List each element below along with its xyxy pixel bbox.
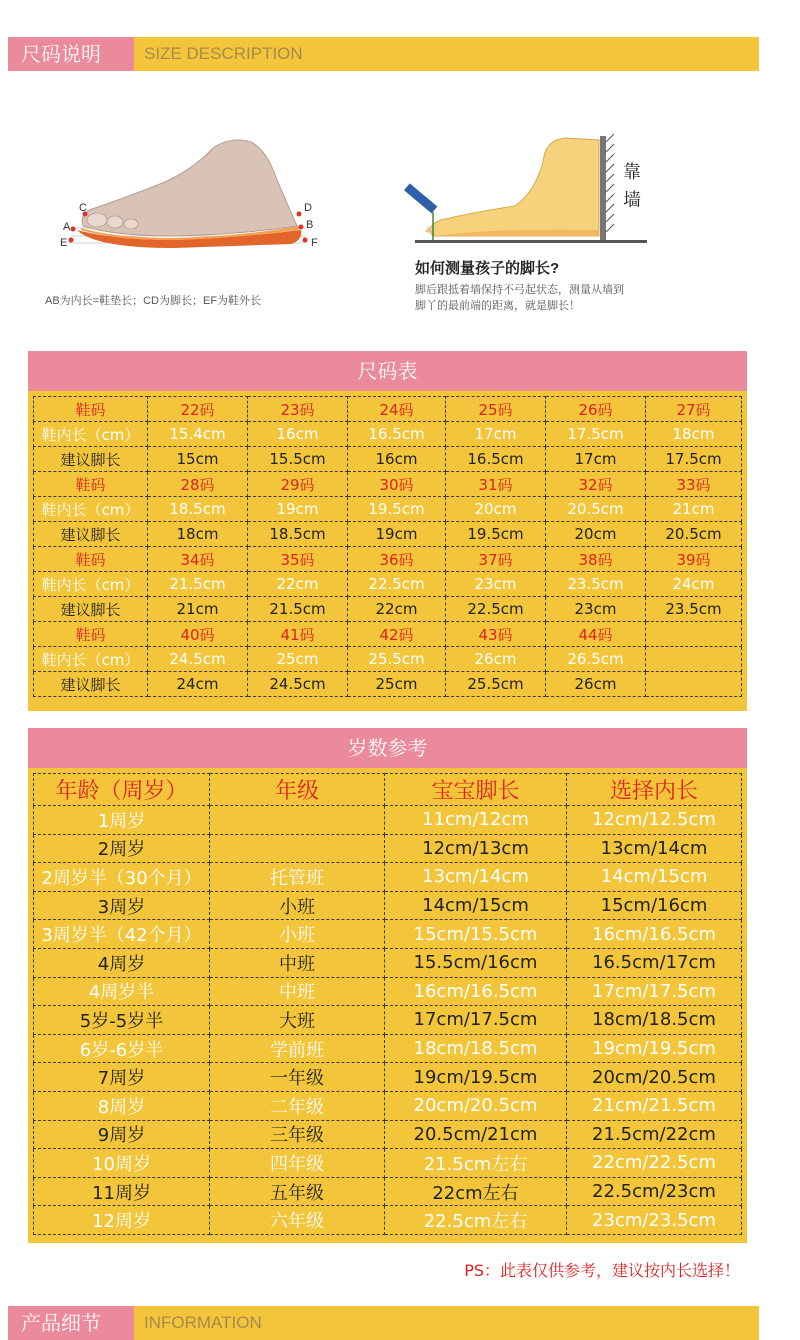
size-cell: 19.5cm xyxy=(446,522,546,547)
age-row xyxy=(34,1206,742,1235)
measure-caption-line-2: 脚丫的最前端的距离，就是脚长！ xyxy=(415,300,580,312)
size-cell: 27码 xyxy=(646,397,742,422)
row-label: 建议脚长 xyxy=(34,522,148,547)
size-cell: 16.5cm xyxy=(348,422,446,447)
age-cell: 22.5cm左右 xyxy=(385,1206,567,1235)
size-cell: 26cm xyxy=(546,672,646,697)
age-cell: 4周岁半 xyxy=(34,977,210,1006)
age-header-cell: 年级 xyxy=(210,774,385,806)
age-cell: 3周岁半（42个月） xyxy=(34,920,210,949)
size-cell: 20cm xyxy=(446,497,546,522)
age-cell: 5岁-5岁半 xyxy=(34,1006,210,1035)
size-cell: 20.5cm xyxy=(546,497,646,522)
age-cell: 12周岁 xyxy=(34,1206,210,1235)
row-label: 鞋码 xyxy=(34,472,148,497)
size-cell: 20.5cm xyxy=(646,522,742,547)
age-cell: 9周岁 xyxy=(34,1120,210,1149)
size-row xyxy=(34,622,742,647)
size-table xyxy=(28,391,747,711)
age-row xyxy=(34,1149,742,1178)
row-label: 建议脚长 xyxy=(34,672,148,697)
row-label: 鞋内长（cm） xyxy=(34,497,148,522)
size-cell: 26码 xyxy=(546,397,646,422)
age-cell: 16cm/16.5cm xyxy=(567,920,742,949)
age-header-row xyxy=(34,774,742,806)
size-cell: 35码 xyxy=(248,547,348,572)
size-cell: 24cm xyxy=(646,572,742,597)
age-row xyxy=(34,834,742,863)
size-cell: 21cm xyxy=(148,597,248,622)
age-cell: 18cm/18.5cm xyxy=(385,1034,567,1063)
row-label: 建议脚长 xyxy=(34,447,148,472)
size-cell: 15.4cm xyxy=(148,422,248,447)
size-cell: 33码 xyxy=(646,472,742,497)
point-a-label: A xyxy=(63,221,71,233)
measure-title: 如何测量孩子的脚长? xyxy=(415,260,560,277)
age-cell: 23cm/23.5cm xyxy=(567,1206,742,1235)
age-row xyxy=(34,1177,742,1206)
age-cell: 14cm/15cm xyxy=(385,891,567,920)
age-row xyxy=(34,1034,742,1063)
size-cell: 19cm xyxy=(348,522,446,547)
size-cell: 16.5cm xyxy=(446,447,546,472)
size-cell xyxy=(646,672,742,697)
age-cell: 17cm/17.5cm xyxy=(567,977,742,1006)
wall-label-1: 靠 xyxy=(623,162,641,183)
size-cell: 23码 xyxy=(248,397,348,422)
size-cell: 22码 xyxy=(148,397,248,422)
size-description-cn: 尺码说明 xyxy=(8,37,134,71)
size-cell: 28码 xyxy=(148,472,248,497)
age-row xyxy=(34,920,742,949)
foot-length-row xyxy=(34,447,742,472)
age-cell xyxy=(210,806,385,835)
age-row xyxy=(34,948,742,977)
size-cell: 24.5cm xyxy=(148,647,248,672)
size-cell xyxy=(646,622,742,647)
inner-length-row xyxy=(34,422,742,447)
age-cell: 4周岁 xyxy=(34,948,210,977)
age-cell: 20cm/20.5cm xyxy=(567,1063,742,1092)
age-cell: 小班 xyxy=(210,891,385,920)
size-cell: 17cm xyxy=(446,422,546,447)
age-cell: 托管班 xyxy=(210,863,385,892)
size-cell: 19cm xyxy=(248,497,348,522)
information-en: INFORMATION xyxy=(144,1313,262,1332)
row-label: 建议脚长 xyxy=(34,597,148,622)
age-cell: 12cm/13cm xyxy=(385,834,567,863)
age-cell: 18cm/18.5cm xyxy=(567,1006,742,1035)
size-cell: 22cm xyxy=(248,572,348,597)
information-cn: 产品细节 xyxy=(8,1306,134,1340)
age-cell: 2周岁半（30个月） xyxy=(34,863,210,892)
age-cell: 六年级 xyxy=(210,1206,385,1235)
size-cell: 18.5cm xyxy=(248,522,348,547)
size-cell: 17.5cm xyxy=(546,422,646,447)
size-grid xyxy=(33,396,742,697)
row-label: 鞋内长（cm） xyxy=(34,572,148,597)
size-cell: 23cm xyxy=(446,572,546,597)
size-cell: 34码 xyxy=(148,547,248,572)
age-cell: 2周岁 xyxy=(34,834,210,863)
age-cell: 13cm/14cm xyxy=(567,834,742,863)
size-cell: 23.5cm xyxy=(646,597,742,622)
size-cell: 44码 xyxy=(546,622,646,647)
age-row xyxy=(34,891,742,920)
point-c-label: C xyxy=(79,202,87,214)
size-cell: 18cm xyxy=(646,422,742,447)
row-label: 鞋内长（cm） xyxy=(34,422,148,447)
age-row xyxy=(34,1063,742,1092)
age-cell: 19cm/19.5cm xyxy=(567,1034,742,1063)
size-cell: 18cm xyxy=(148,522,248,547)
size-cell: 16cm xyxy=(248,422,348,447)
age-cell: 三年级 xyxy=(210,1120,385,1149)
age-row xyxy=(34,1006,742,1035)
foot-length-row xyxy=(34,597,742,622)
age-cell xyxy=(210,834,385,863)
size-cell: 37码 xyxy=(446,547,546,572)
inner-length-row xyxy=(34,572,742,597)
age-cell: 8周岁 xyxy=(34,1091,210,1120)
reference-note: PS：此表仅供参考，建议按内长选择！ xyxy=(464,1261,740,1280)
measure-against-wall-diagram xyxy=(395,132,665,252)
information-bar xyxy=(8,1306,759,1340)
size-description-bar xyxy=(8,37,759,71)
size-cell: 41码 xyxy=(248,622,348,647)
foot-diagram-caption: AB为内长=鞋垫长；CD为脚长；EF为鞋外长 xyxy=(45,295,262,307)
age-cell: 22cm左右 xyxy=(385,1177,567,1206)
inner-length-row xyxy=(34,497,742,522)
age-cell: 20cm/20.5cm xyxy=(385,1091,567,1120)
point-f-label: F xyxy=(311,237,318,249)
age-row xyxy=(34,863,742,892)
age-cell: 7周岁 xyxy=(34,1063,210,1092)
row-label: 鞋内长（cm） xyxy=(34,647,148,672)
measure-caption-line-1: 脚后跟抵着墙保持不弓起状态，测量从墙到 xyxy=(415,284,624,296)
age-cell: 6岁-6岁半 xyxy=(34,1034,210,1063)
age-cell: 15cm/15.5cm xyxy=(385,920,567,949)
size-cell: 39码 xyxy=(646,547,742,572)
size-cell: 31码 xyxy=(446,472,546,497)
inner-length-row xyxy=(34,647,742,672)
row-label: 鞋码 xyxy=(34,397,148,422)
size-cell: 42码 xyxy=(348,622,446,647)
age-cell: 1周岁 xyxy=(34,806,210,835)
age-cell: 13cm/14cm xyxy=(385,863,567,892)
size-cell: 15cm xyxy=(148,447,248,472)
size-row xyxy=(34,397,742,422)
size-cell: 19.5cm xyxy=(348,497,446,522)
age-header-cell: 年龄（周岁） xyxy=(34,774,210,806)
age-cell: 15.5cm/16cm xyxy=(385,948,567,977)
age-cell: 21cm/21.5cm xyxy=(567,1091,742,1120)
row-label: 鞋码 xyxy=(34,547,148,572)
point-e-label: E xyxy=(60,237,68,249)
size-cell: 43码 xyxy=(446,622,546,647)
size-cell: 40码 xyxy=(148,622,248,647)
size-cell: 26.5cm xyxy=(546,647,646,672)
size-cell: 22.5cm xyxy=(446,597,546,622)
age-cell: 17cm/17.5cm xyxy=(385,1006,567,1035)
size-table-title: 尺码表 xyxy=(28,351,747,391)
size-cell: 38码 xyxy=(546,547,646,572)
age-cell: 一年级 xyxy=(210,1063,385,1092)
age-cell: 22.5cm/23cm xyxy=(567,1177,742,1206)
age-cell: 11cm/12cm xyxy=(385,806,567,835)
size-cell: 17.5cm xyxy=(646,447,742,472)
size-row xyxy=(34,472,742,497)
size-cell: 21cm xyxy=(646,497,742,522)
age-cell: 二年级 xyxy=(210,1091,385,1120)
size-cell: 15.5cm xyxy=(248,447,348,472)
age-cell: 16cm/16.5cm xyxy=(385,977,567,1006)
size-cell: 22cm xyxy=(348,597,446,622)
age-cell: 3周岁 xyxy=(34,891,210,920)
size-cell: 17cm xyxy=(546,447,646,472)
age-row xyxy=(34,806,742,835)
age-cell: 11周岁 xyxy=(34,1177,210,1206)
foot-length-row xyxy=(34,672,742,697)
size-cell: 29码 xyxy=(248,472,348,497)
size-cell: 32码 xyxy=(546,472,646,497)
size-cell: 24cm xyxy=(148,672,248,697)
size-cell: 24码 xyxy=(348,397,446,422)
size-row xyxy=(34,547,742,572)
size-cell: 25.5cm xyxy=(348,647,446,672)
size-cell: 36码 xyxy=(348,547,446,572)
size-cell: 25码 xyxy=(446,397,546,422)
age-cell: 学前班 xyxy=(210,1034,385,1063)
age-row xyxy=(34,1091,742,1120)
age-table xyxy=(28,768,747,1243)
size-cell: 18.5cm xyxy=(148,497,248,522)
size-cell: 21.5cm xyxy=(148,572,248,597)
age-cell: 中班 xyxy=(210,977,385,1006)
age-cell: 21.5cm/22cm xyxy=(567,1120,742,1149)
age-cell: 22cm/22.5cm xyxy=(567,1149,742,1178)
size-cell: 25cm xyxy=(248,647,348,672)
age-header-cell: 宝宝脚长 xyxy=(385,774,567,806)
size-cell: 23cm xyxy=(546,597,646,622)
age-cell: 20.5cm/21cm xyxy=(385,1120,567,1149)
age-cell: 10周岁 xyxy=(34,1149,210,1178)
age-row xyxy=(34,977,742,1006)
point-b-label: B xyxy=(306,219,314,231)
age-cell: 19cm/19.5cm xyxy=(385,1063,567,1092)
age-cell: 五年级 xyxy=(210,1177,385,1206)
wall-label-2: 墙 xyxy=(623,190,641,211)
size-description-en: SIZE DESCRIPTION xyxy=(144,44,303,63)
size-cell: 21.5cm xyxy=(248,597,348,622)
age-cell: 12cm/12.5cm xyxy=(567,806,742,835)
size-cell: 22.5cm xyxy=(348,572,446,597)
age-cell: 四年级 xyxy=(210,1149,385,1178)
age-grid xyxy=(33,773,742,1235)
foot-length-row xyxy=(34,522,742,547)
age-table-title: 岁数参考 xyxy=(28,728,747,768)
age-row xyxy=(34,1120,742,1149)
age-cell: 21.5cm左右 xyxy=(385,1149,567,1178)
age-cell: 小班 xyxy=(210,920,385,949)
size-cell: 25cm xyxy=(348,672,446,697)
size-cell: 16cm xyxy=(348,447,446,472)
age-cell: 大班 xyxy=(210,1006,385,1035)
point-d-label: D xyxy=(304,202,312,214)
size-cell: 25.5cm xyxy=(446,672,546,697)
age-cell: 14cm/15cm xyxy=(567,863,742,892)
size-cell: 26cm xyxy=(446,647,546,672)
size-cell: 23.5cm xyxy=(546,572,646,597)
age-cell: 16.5cm/17cm xyxy=(567,948,742,977)
size-cell xyxy=(646,647,742,672)
size-cell: 24.5cm xyxy=(248,672,348,697)
age-header-cell: 选择内长 xyxy=(567,774,742,806)
age-cell: 中班 xyxy=(210,948,385,977)
size-cell: 30码 xyxy=(348,472,446,497)
age-cell: 15cm/16cm xyxy=(567,891,742,920)
row-label: 鞋码 xyxy=(34,622,148,647)
foot-measure-diagram xyxy=(55,130,335,265)
size-cell: 20cm xyxy=(546,522,646,547)
